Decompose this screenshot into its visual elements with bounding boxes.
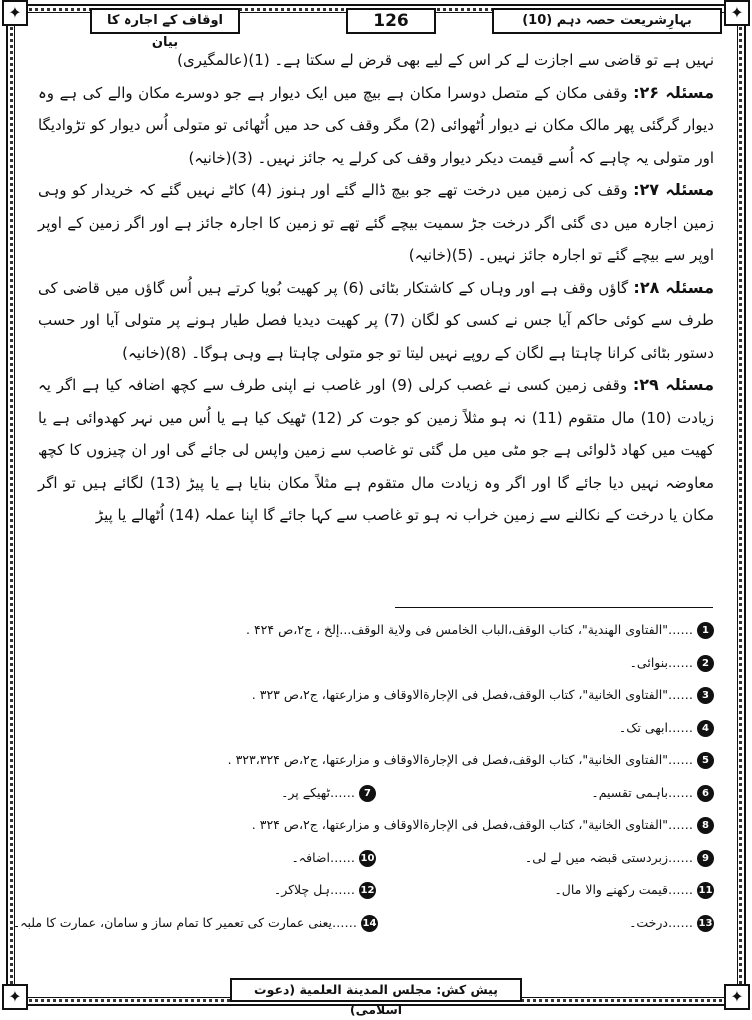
publisher-footer: پیش کش: مجلس المدینة العلمیة (دعوت اسلامی) (230, 978, 522, 1002)
paragraph-text: گاؤں وقف ہے اور وہاں کے کاشتکار بٹائی (6) پر کھیت بُویا کرتے ہیں اُس گاؤں میں قاضی کی طرف سے کوئی حاکم آیا جس نے کسی کو لگان (7) پر کھیت دیدیا فصل طیار ہونے پر متولی آیا اور حسب دستور بٹائی کرانا چاہتا ہے لگان کے روپے نہیں لیتا تو جو متولی چاہتا ہے وہی ہوگا۔ (8)(خانیہ) (38, 278, 714, 362)
paragraph (38, 272, 714, 370)
footnote-number: 2 (697, 655, 714, 672)
footnote-text: ……بنوائی۔ (629, 654, 693, 670)
footnote (38, 780, 376, 813)
footnote-number: 9 (697, 850, 714, 867)
footnote (38, 812, 714, 845)
footnote-number: 1 (697, 622, 714, 639)
paragraph-text: وقفی زمین کسی نے غصب کرلی (9) اور غاصب نے اپنی طرف سے کچھ اضافہ کیا ہے اگر یہ زیادت (10) مال متقوم (11) نہ ہو مثلاً زمین کو جوت کر (12) ٹھیک کیا ہے یا اُس میں نہر کھدوائی ہے یا کھیت میں کھاد ڈلوائی ہے جو مٹی میں مل گئی تو غاصب سے زمین واپس لی جائے گی اور ان چیزوں کا کچھ معاوضہ نہیں دیا جائے گا اور اگر وہ زیادت مال متقوم ہے مثلاً مکان بنایا ہے یا پیڑ (13) لگائے ہیں تو اگر مکان یا درخت کے نکالنے سے زمین خراب نہ ہو تو غاصب سے کہا جائے گا اپنا عملہ (14) اُٹھالے یا پیڑ (38, 376, 714, 524)
footnote-text: ……"الفتاوی الخانیة"، کتاب الوقف،فصل فی الإجارةالاوقاف و مزارعتها، ج۲،ص ۳۲۳ . (251, 687, 693, 702)
footnote-text: ……"الفتاوی الخانیة"، کتاب الوقف،فصل فی الإجارةالاوقاف و مزارعتها، ج۲،ص ۳۲۴ . (251, 817, 693, 832)
footnote-number: 6 (697, 785, 714, 802)
footnote-text: ……ٹھیکے پر۔ (281, 784, 355, 800)
footnote-row (38, 877, 714, 910)
footnote-text: ……اضافہ۔ (291, 849, 355, 865)
footnote-separator (395, 607, 713, 608)
corner-ornament-icon: ✦ (724, 984, 750, 1010)
footnote (12, 910, 378, 943)
paragraph (38, 44, 714, 77)
paragraph-text: وقفی مکان کے متصل دوسرا مکان ہے بیچ میں ایک دیوار ہے جو دوسرے مکان والے کی ہے وہ دیوار گرگئی پھر مالک مکان نے دیوار اُٹھوائی (2) مگر وقف کی حد میں اُٹھائی تو متولی اُس دیوار کو تڑوادیگا اور متولی یہ چاہے کہ اُسے قیمت دیکر دیوار وقف کی کرلے یہ جائز نہیں۔ (3)(خانیہ) (38, 83, 714, 167)
footnote-number: 13 (697, 915, 714, 932)
corner-ornament-icon: ✦ (2, 984, 28, 1010)
footnote (376, 845, 714, 878)
footnote-row (38, 780, 714, 813)
footnote-row (38, 845, 714, 878)
footnote (38, 747, 714, 780)
paragraph (38, 369, 714, 532)
footnote-number: 4 (697, 720, 714, 737)
footnote-text: ……"الفتاوی الخانیة"، کتاب الوقف،فصل فی الإجارةالاوقاف و مزارعتها، ج۲،ص ۳۲۳،۳۲۴ . (227, 752, 693, 767)
footnote-text: ……یعنی عمارت کی تعمیر کا تمام ساز و سامان، عمارت کا ملبہ۔ (12, 914, 357, 930)
footnote-text: ……"الفتاوی الهندیة"، کتاب الوقف،الباب الخامس فی ولایة الوقف...إلخ ، ج۲،ص ۴۲۴ . (246, 622, 693, 637)
footnote-text: ……باہمی تقسیم۔ (591, 784, 693, 800)
footnote (378, 910, 714, 943)
footnotes (12, 617, 714, 942)
footnote-number: 5 (697, 752, 714, 769)
footnote-number: 3 (697, 687, 714, 704)
main-text (38, 44, 714, 532)
book-title: بہارِشریعت حصہ دہم (10) (492, 8, 722, 34)
page-number: 126 (346, 8, 436, 34)
footnote-number: 11 (697, 882, 714, 899)
paragraph (38, 77, 714, 175)
footnote-text: ……درخت۔ (629, 914, 693, 930)
paragraph-text: نہیں ہے تو قاضی سے اجازت لے کر اس کے لیے بھی قرض لے سکتا ہے۔ (1)(عالمگیری) (177, 51, 714, 69)
corner-ornament-icon: ✦ (724, 0, 750, 26)
footnote-text: ……ہل چلاکر۔ (273, 882, 355, 897)
footnote (38, 845, 376, 878)
corner-ornament-icon: ✦ (2, 0, 28, 26)
paragraph (38, 174, 714, 272)
footnote-number: 14 (361, 915, 378, 932)
footnote (38, 682, 714, 715)
footnote-text: ……قیمت رکھنے والا مال۔ (554, 882, 693, 897)
footnote (38, 650, 714, 683)
page-header (30, 8, 722, 50)
masala-label: مسئلہ ۲۶: (633, 82, 714, 102)
footnote-number: 7 (359, 785, 376, 802)
masala-label: مسئلہ ۲۹: (632, 375, 714, 394)
footnote-row (12, 910, 714, 943)
footnote (38, 877, 376, 910)
footnote-number: 8 (697, 817, 714, 834)
paragraph-text: وقف کی زمین میں درخت تھے جو بیچ ڈالے گئے اور ہنوز (4) کاٹے نہیں گئے کہ خریدار کو وہی زمین اجارہ میں دی گئی اگر درخت جڑ سمیت بیچے گئے تھے تو زمین کا اجارہ جائز ہے اور اگر زمین کے اوپر اوپر سے بیچے گئے تو اجارہ جائز نہیں۔ (5)(خانیہ) (38, 181, 714, 264)
footnote (376, 877, 714, 910)
footnote (38, 617, 714, 650)
footnote (376, 780, 714, 813)
footnote-text: ……ابھی تک۔ (618, 719, 693, 735)
masala-label: مسئلہ ۲۷: (633, 180, 714, 199)
footnote-text: ……زبردستی قبضہ میں لے لی۔ (524, 849, 693, 865)
chapter-title: اوقاف کے اجارہ کا بیان (90, 8, 240, 34)
footnote (38, 715, 714, 748)
footnote-number: 12 (359, 882, 376, 899)
masala-label: مسئلہ ۲۸: (633, 277, 714, 297)
footnote-number: 10 (359, 850, 376, 867)
